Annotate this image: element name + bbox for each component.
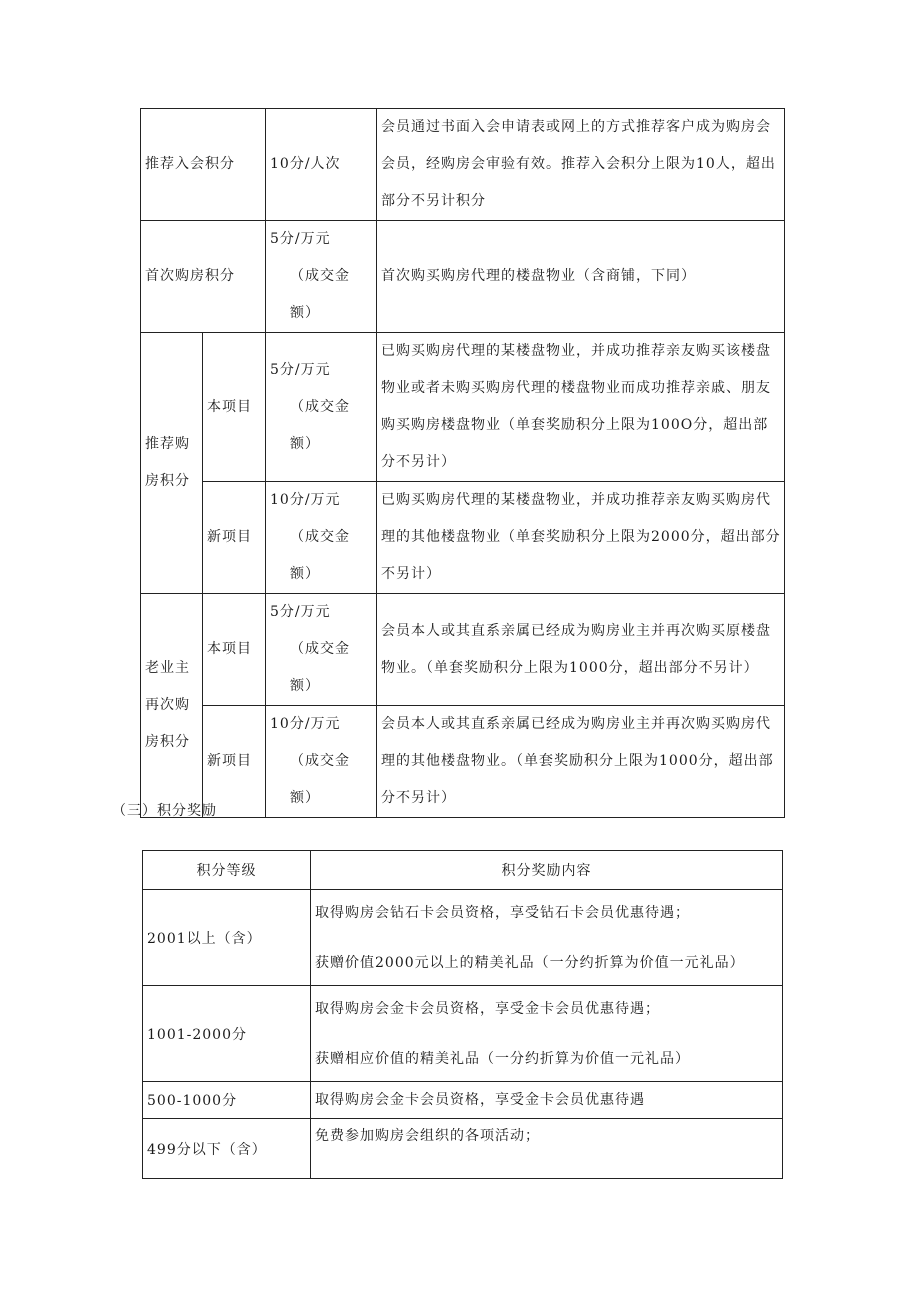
rate-note: （成交金额） — [290, 529, 350, 582]
reward-line: 取得购房会金卡会员资格，享受金卡会员优惠待遇 — [315, 1092, 645, 1108]
reward-content-cell — [311, 1119, 783, 1179]
rate-cell — [266, 221, 377, 333]
reward-content-cell — [311, 1082, 783, 1119]
rate-value: 5分/万元 — [270, 361, 331, 378]
reward-line: 获赠价值2000元以上的精美礼品（一分约折算为价值一元礼品） — [315, 954, 745, 971]
description-cell: 会员本人或其直系亲属已经成为购房业主并再次购买原楼盘物业。（单套奖励积分上限为1000分，超出部分不另计） — [377, 594, 785, 706]
column-header: 积分奖励内容 — [311, 851, 783, 890]
section-title: （三）积分奖励 — [112, 803, 217, 819]
reward-line: 取得购房会钻石卡会员资格，享受钻石卡会员优惠待遇； — [315, 904, 690, 921]
reward-content-cell — [311, 986, 783, 1082]
table-row — [141, 706, 785, 818]
rate-note: （成交金额） — [290, 398, 350, 452]
reward-line: 免费参加购房会组织的各项活动； — [315, 1128, 540, 1144]
rate-note: （成交金额） — [290, 753, 350, 806]
spacer — [315, 1024, 778, 1044]
description-cell: 会员本人或其直系亲属已经成为购房业主并再次购买购房代理的其他楼盘物业。（单套奖励积分上限为1000分，超出部分不另计） — [377, 706, 785, 818]
subcategory-cell: 本项目 — [203, 333, 266, 482]
points-rules-table — [140, 108, 785, 818]
table-row — [143, 890, 783, 986]
table-row — [143, 1082, 783, 1119]
reward-line: 取得购房会金卡会员资格，享受金卡会员优惠待遇； — [315, 1000, 660, 1017]
rate-cell — [266, 594, 377, 706]
rate-value: 5分/万元 — [270, 231, 331, 247]
rate-note: （成交金额） — [290, 641, 350, 694]
category-cell: 推荐购房积分 — [141, 333, 203, 594]
table-row — [141, 594, 785, 706]
subcategory-cell: 新项目 — [203, 706, 266, 818]
rate-value: 10分/万元 — [270, 492, 341, 508]
rate-value: 10分/万元 — [270, 716, 341, 732]
rate-cell — [266, 109, 377, 221]
reward-table — [142, 850, 783, 1179]
rate-note: （成交金额） — [290, 268, 350, 321]
level-cell: 1001-2000分 — [143, 986, 311, 1082]
table-row — [143, 1119, 783, 1179]
rate-value: 10分/人次 — [270, 156, 341, 172]
column-header: 积分等级 — [143, 851, 311, 890]
table-row — [141, 221, 785, 333]
description-cell: 首次购买购房代理的楼盘物业（含商铺，下同） — [377, 221, 785, 333]
reward-line: 获赠相应价值的精美礼品（一分约折算为价值一元礼品） — [315, 1050, 690, 1067]
table-header-row — [143, 851, 783, 890]
subcategory-cell: 本项目 — [203, 594, 266, 706]
rate-cell — [266, 333, 377, 482]
category-cell: 推荐入会积分 — [141, 109, 266, 221]
table-row — [141, 109, 785, 221]
category-cell: 首次购房积分 — [141, 221, 266, 333]
category-cell: 老业主再次购房积分 — [141, 594, 203, 818]
rate-cell — [266, 482, 377, 594]
table-row — [141, 333, 785, 482]
description-cell: 已购买购房代理的某楼盘物业，并成功推荐亲友购买该楼盘物业或者未购买购房代理的楼盘物业而成功推荐亲戚、朋友购买购房楼盘物业（单套奖励积分上限为100O分，超出部分不另计） — [377, 333, 785, 482]
level-cell: 500-1000分 — [143, 1082, 311, 1119]
rate-value: 5分/万元 — [270, 604, 331, 620]
subcategory-cell: 新项目 — [203, 482, 266, 594]
level-cell: 499分以下（含） — [143, 1119, 311, 1179]
table-row — [141, 482, 785, 594]
table-row — [143, 986, 783, 1082]
description-cell: 已购买购房代理的某楼盘物业，并成功推荐亲友购买购房代理的其他楼盘物业（单套奖励积分上限为2000分，超出部分不另计） — [377, 482, 785, 594]
rate-cell — [266, 706, 377, 818]
level-cell: 2001以上（含） — [143, 890, 311, 986]
spacer — [315, 928, 778, 948]
reward-content-cell — [311, 890, 783, 986]
description-cell: 会员通过书面入会申请表或网上的方式推荐客户成为购房会会员，经购房会审验有效。推荐入会积分上限为10人，超出部分不另计积分 — [377, 109, 785, 221]
